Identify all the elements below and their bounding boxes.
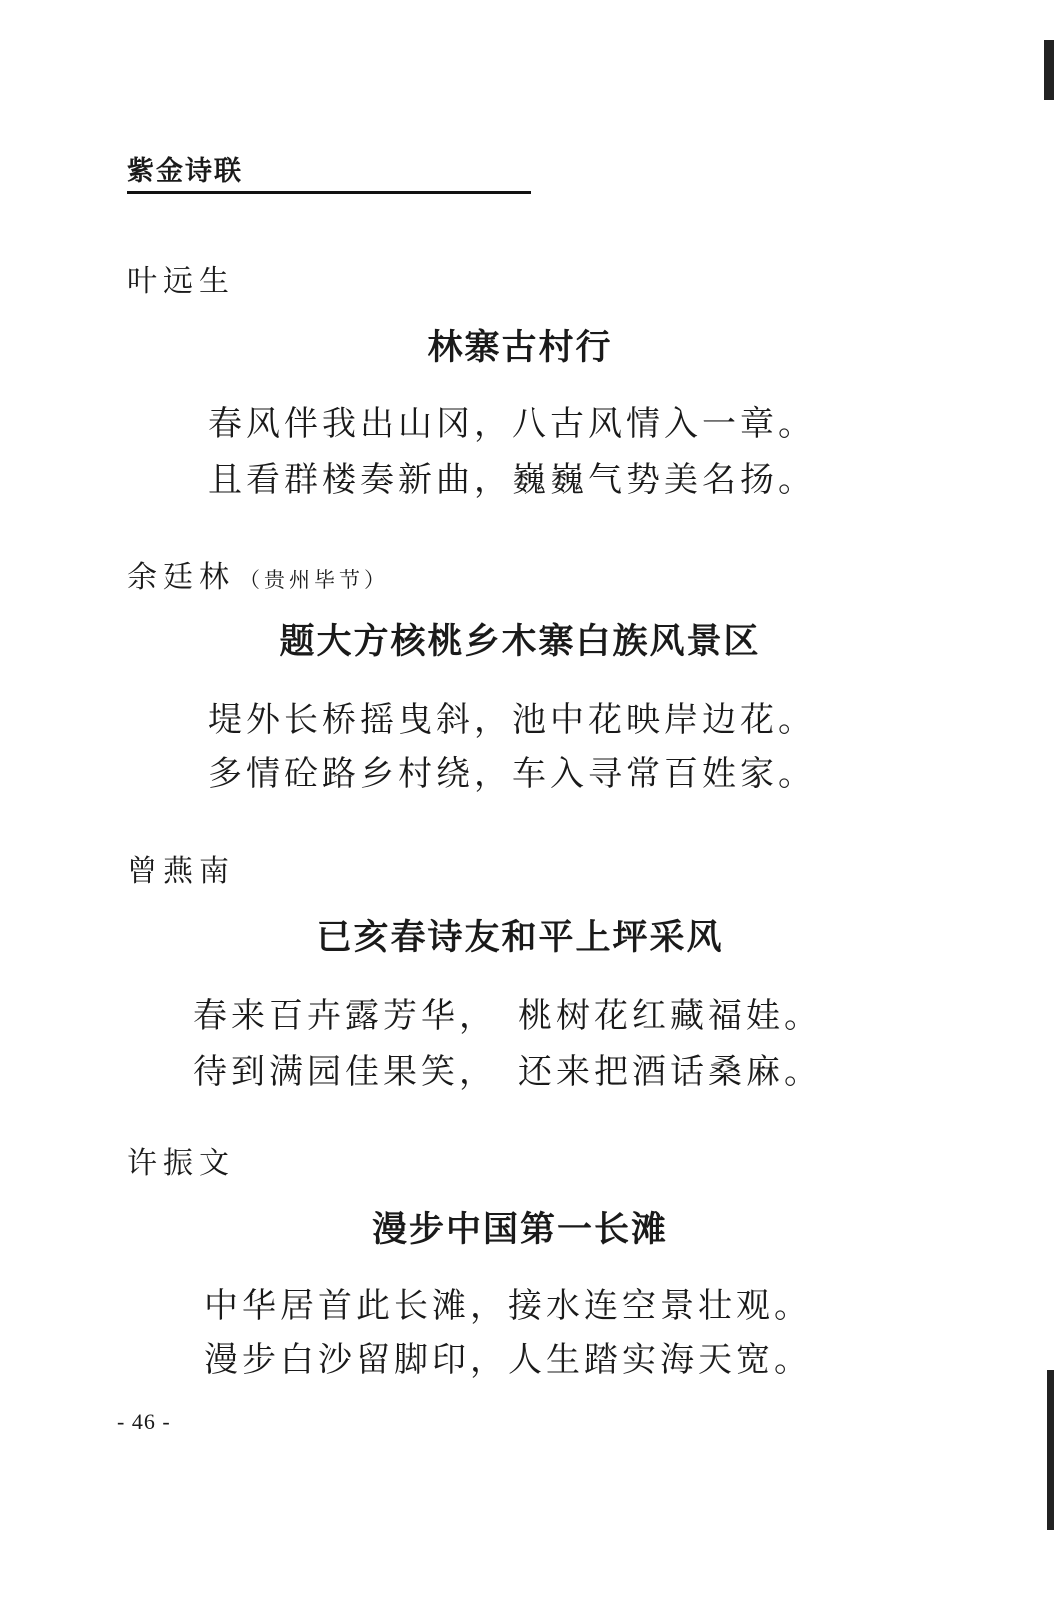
poem-title: 已亥春诗友和平上坪采风 — [316, 918, 724, 958]
poem-author — [127, 262, 235, 302]
poem-line: 漫步白沙留脚印，人生踏实海天宽。 — [204, 1340, 812, 1380]
author-name: 许振文 — [127, 1146, 235, 1181]
poem-line: 多情砼路乡村绕，车入寻常百姓家。 — [208, 754, 816, 794]
running-header — [127, 155, 531, 194]
scan-edge-mark — [1044, 40, 1054, 100]
journal-title: 紫金诗联 — [127, 156, 243, 187]
poem-author — [127, 852, 235, 892]
author-name: 曾燕南 — [127, 854, 235, 889]
poem-title: 漫步中国第一长滩 — [371, 1210, 668, 1250]
poem-line: 中华居首此长滩，接水连空景壮观。 — [204, 1286, 812, 1326]
author-location: （贵州毕节） — [239, 568, 389, 592]
poem-title: 林寨古村行 — [427, 328, 613, 368]
author-name: 余廷林 — [127, 560, 235, 595]
page-number: - 46 - — [117, 1409, 171, 1434]
poem-line: 堤外长桥摇曳斜，池中花映岸边花。 — [208, 700, 816, 740]
scan-edge-mark — [1047, 1370, 1054, 1530]
poem-title: 题大方核桃乡木寨白族风景区 — [279, 622, 761, 662]
poem-line: 春来百卉露芳华， 桃树花红藏福娃。 — [193, 996, 822, 1036]
header-rule — [127, 191, 531, 194]
poem-line: 待到满园佳果笑， 还来把酒话桑麻。 — [193, 1052, 822, 1092]
poem-author — [127, 558, 389, 600]
author-name: 叶远生 — [127, 264, 235, 299]
poem-line: 春风伴我出山冈，八古风情入一章。 — [208, 404, 816, 444]
poem-line: 且看群楼奏新曲，巍巍气势美名扬。 — [208, 460, 816, 500]
poem-author — [127, 1144, 235, 1184]
